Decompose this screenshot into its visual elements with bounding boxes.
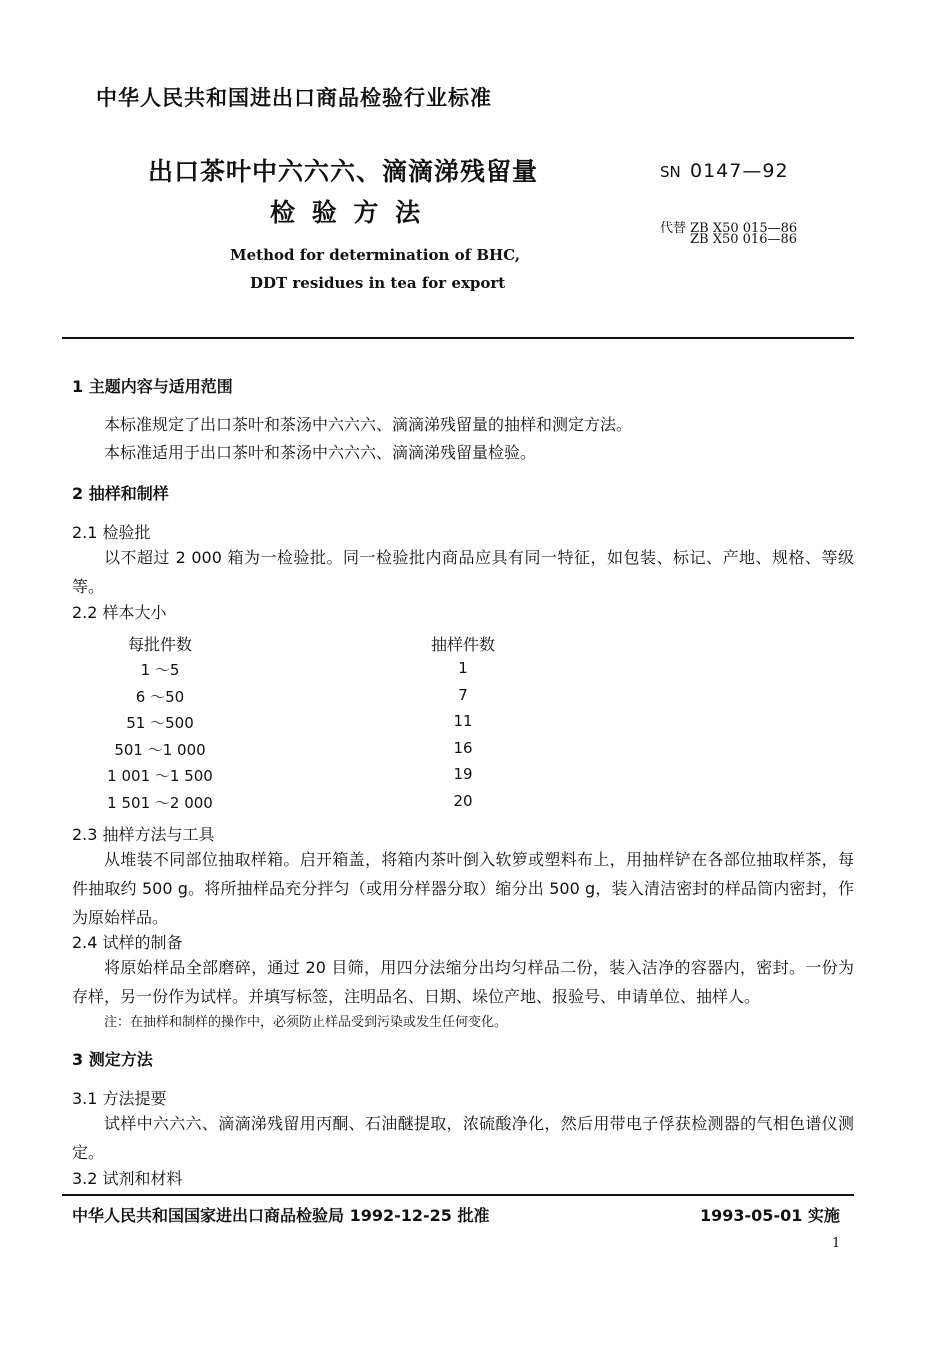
- standard-number: 0147—92: [690, 160, 789, 182]
- section-2-4-heading: 2.4 试样的制备: [72, 933, 183, 952]
- replaces-line2: ZB X50 016—86: [690, 232, 798, 247]
- approval-line: 中华人民共和国国家进出口商品检验局 1992-12-25 批准: [72, 1206, 490, 1225]
- table-cell-batch: 1 001 ～1 500: [107, 767, 213, 785]
- section-2-2-heading: 2.2 样本大小: [72, 603, 167, 622]
- agency-standard-title: 中华人民共和国进出口商品检验行业标准: [96, 86, 492, 110]
- table-header-batch-count: 每批件数: [127, 635, 192, 654]
- section-2-1-heading: 2.1 检验批: [72, 523, 151, 542]
- section-1-heading: 1 主题内容与适用范围: [72, 377, 233, 396]
- table-cell-sample: 19: [453, 765, 473, 783]
- section-2-4-text: 将原始样品全部磨碎，通过 20 目筛，用四分法缩分出均匀样品二份，装入洁净的容器内，密封。一份为存样，另一份作为试样。并填写标签，注明品名、日期、垛位产地、报验号、申请单位、抽样人。: [72, 958, 854, 1006]
- table-cell-batch: 6 ～50: [135, 688, 185, 706]
- section-3-1-heading: 3.1 方法提要: [72, 1089, 167, 1108]
- table-header-sample-count: 抽样件数: [430, 635, 495, 654]
- table-cell-sample: 20: [453, 792, 473, 810]
- table-cell-sample: 11: [453, 712, 473, 730]
- header-divider: [62, 337, 854, 339]
- standard-prefix: SN: [660, 163, 681, 181]
- section-2-3-heading: 2.3 抽样方法与工具: [72, 825, 215, 844]
- english-title-line2: DDT residues in tea for export: [250, 274, 506, 292]
- table-cell-sample: 1: [458, 659, 468, 677]
- document-title: 出口茶叶中六六六、滴滴涕残留量: [148, 157, 539, 186]
- section-3-1-text: 试样中六六六、滴滴涕残留用丙酮、石油醚提取，浓硫酸净化，然后用带电子俘获检测器的气相色谱仪测定。: [72, 1114, 854, 1162]
- footer-divider: [62, 1194, 854, 1196]
- document-subtitle: 检 验 方 法: [270, 198, 425, 227]
- table-cell-batch: 501 ～1 000: [114, 741, 206, 759]
- section-1-paragraph-2: 本标准适用于出口茶叶和茶汤中六六六、滴滴涕残留量检验。: [104, 443, 537, 462]
- table-cell-sample: 16: [453, 739, 473, 757]
- effective-date: 1993-05-01 实施: [700, 1206, 840, 1225]
- english-title-line1: Method for determination of BHC,: [230, 246, 521, 264]
- section-2-3-text: 从堆装不同部位抽取样箱。启开箱盖，将箱内茶叶倒入软箩或塑料布上，用抽样铲在各部位抽取样茶，每件抽取约 500 g。将所抽样品充分拌匀（或用分样器分取）缩分出 500 g，装入清洁密封的样品筒内密封，作为原始样品。: [72, 850, 854, 927]
- sampling-note: 注：在抽样和制样的操作中，必须防止样品受到污染或发生任何变化。: [104, 1015, 508, 1030]
- replaces-line1: 代替 ZB X50 015—86: [660, 221, 798, 236]
- section-2-1-text: 以不超过 2 000 箱为一检验批。同一检验批内商品应具有同一特征，如包装、标记、产地、规格、等级等。: [72, 548, 854, 596]
- section-3-heading: 3 测定方法: [72, 1050, 153, 1069]
- table-cell-batch: 1 ～5: [140, 661, 180, 679]
- table-cell-batch: 51 ～500: [126, 714, 194, 732]
- table-cell-batch: 1 501 ～2 000: [107, 794, 213, 812]
- section-1-paragraph-1: 本标准规定了出口茶叶和茶汤中六六六、滴滴涕残留量的抽样和测定方法。: [104, 415, 633, 434]
- section-2-heading: 2 抽样和制样: [72, 484, 169, 503]
- table-cell-sample: 7: [458, 686, 468, 704]
- section-3-2-heading: 3.2 试剂和材料: [72, 1169, 183, 1188]
- page-number: 1: [832, 1236, 841, 1251]
